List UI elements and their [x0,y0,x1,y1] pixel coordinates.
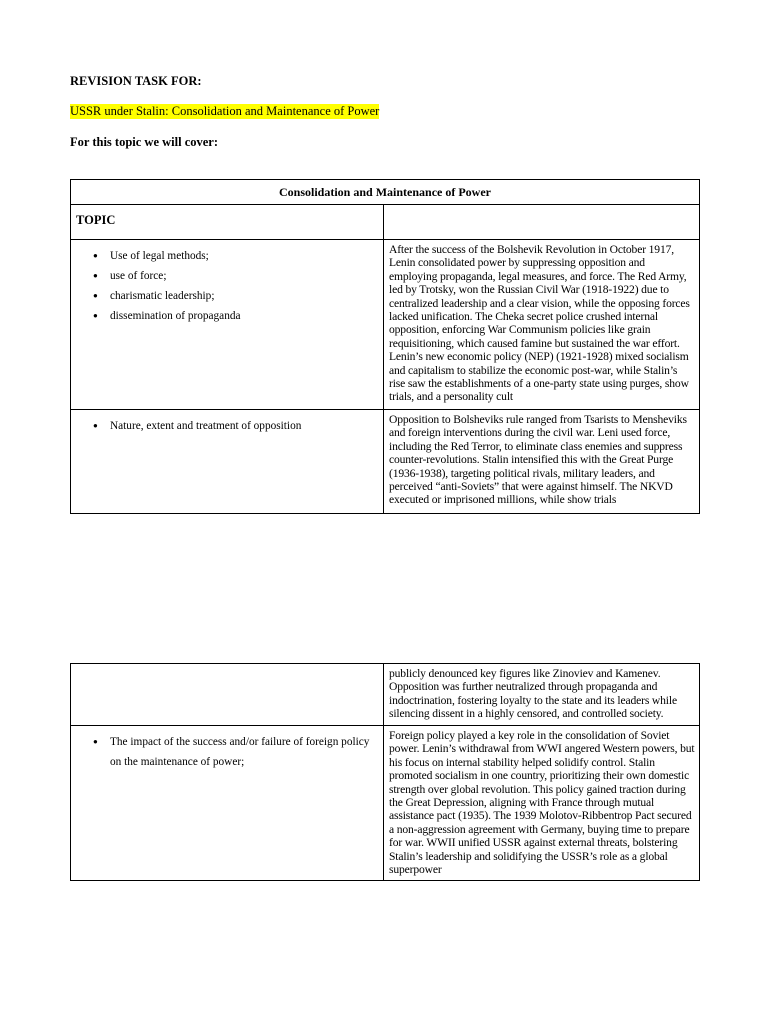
explanation-cell: publicly denounced key figures like Zinoviev and Kamenev. Opposition was further neutralized through propaganda and indoctrination, fostering loyalty to the state and its leaders while silencing dissent in a highly censored, and controlled society. [384,664,700,726]
topic-cell [71,240,384,410]
topic-bullet-list [71,726,383,772]
explanation-cell: Opposition to Bolsheviks rule ranged from Tsarists to Mensheviks and foreign interventions during the civil war. Leni used force, including the Red Terror, to eliminate class enemies and suppress counter-revolutions. Stalin intensified this with the Great Purge (1936-1938), targeting political rivals, military leaders, and perceived “anti-Soviets” that were against himself. The NKVD executed or imprisoned millions, while show trials [384,410,700,514]
revision-heading: REVISION TASK FOR: [70,74,202,88]
topic-header-empty-cell [384,205,700,240]
list-item: ● Nature, extent and treatment of opposition [110,416,383,436]
explanation-cell: After the success of the Bolshevik Revolution in October 1917, Lenin consolidated power by suppressing opposition and employing propaganda, legal measures, and force. The Red Army, led by Trotsky, won the Russian Civil War (1918-1922) due to centralized leadership and a clear vision, while the opposing forces lacked unification. The Cheka secret police crushed internal opposition, enforcing War Communism policies like grain requisitioning, which caused famine but sustained the war effort. Lenin’s new economic policy (NEP) (1921-1928) mixed socialism and capitalism to stabilize the economic post-war, while Stalin’s rise saw the establishments of a one-party state using purges, show trials, and a personality cult [384,240,700,410]
list-item: ● use of force; [110,266,383,286]
list-item: ● The impact of the success and/or failure of foreign policy on the maintenance of power; [110,732,383,772]
consolidation-table [70,179,700,514]
explanation-cell: Foreign policy played a key role in the consolidation of Soviet power. Lenin’s withdrawal from WWI angered Western powers, but his focus on internal stability helped solidify control. Stalin promoted socialism in one country, prioritizing their own domestic strength over global revolution. This policy gained traction during the Great Depression, aligning with France through mutual assistance pact (1935). The 1939 Molotov-Ribbentrop Pact secured a non-aggression agreement with Germany, buying time to prepare for war. WWII unified USSR against external threats, bolstering Stalin’s leadership and solidifying the USSR’s role as a global superpower [384,726,700,881]
list-item: ● charismatic leadership; [110,286,383,306]
topic-bullet-list [71,410,383,436]
table-title: Consolidation and Maintenance of Power [71,180,700,205]
list-item: ● Use of legal methods; [110,246,383,266]
table-row [71,726,700,881]
list-item: ● dissemination of propaganda [110,306,383,326]
table-row [71,410,700,514]
table-row [71,240,700,410]
topic-cell [71,726,384,881]
topic-header-cell [71,205,384,240]
topic-cell [71,664,384,726]
topic-label: TOPIC [76,213,116,227]
topic-cell [71,410,384,514]
cover-line: For this topic we will cover: [70,135,218,149]
table-row [71,664,700,726]
subject-highlight: USSR under Stalin: Consolidation and Maintenance of Power [70,104,380,118]
continuation-table [70,663,700,881]
topic-bullet-list [71,240,383,326]
